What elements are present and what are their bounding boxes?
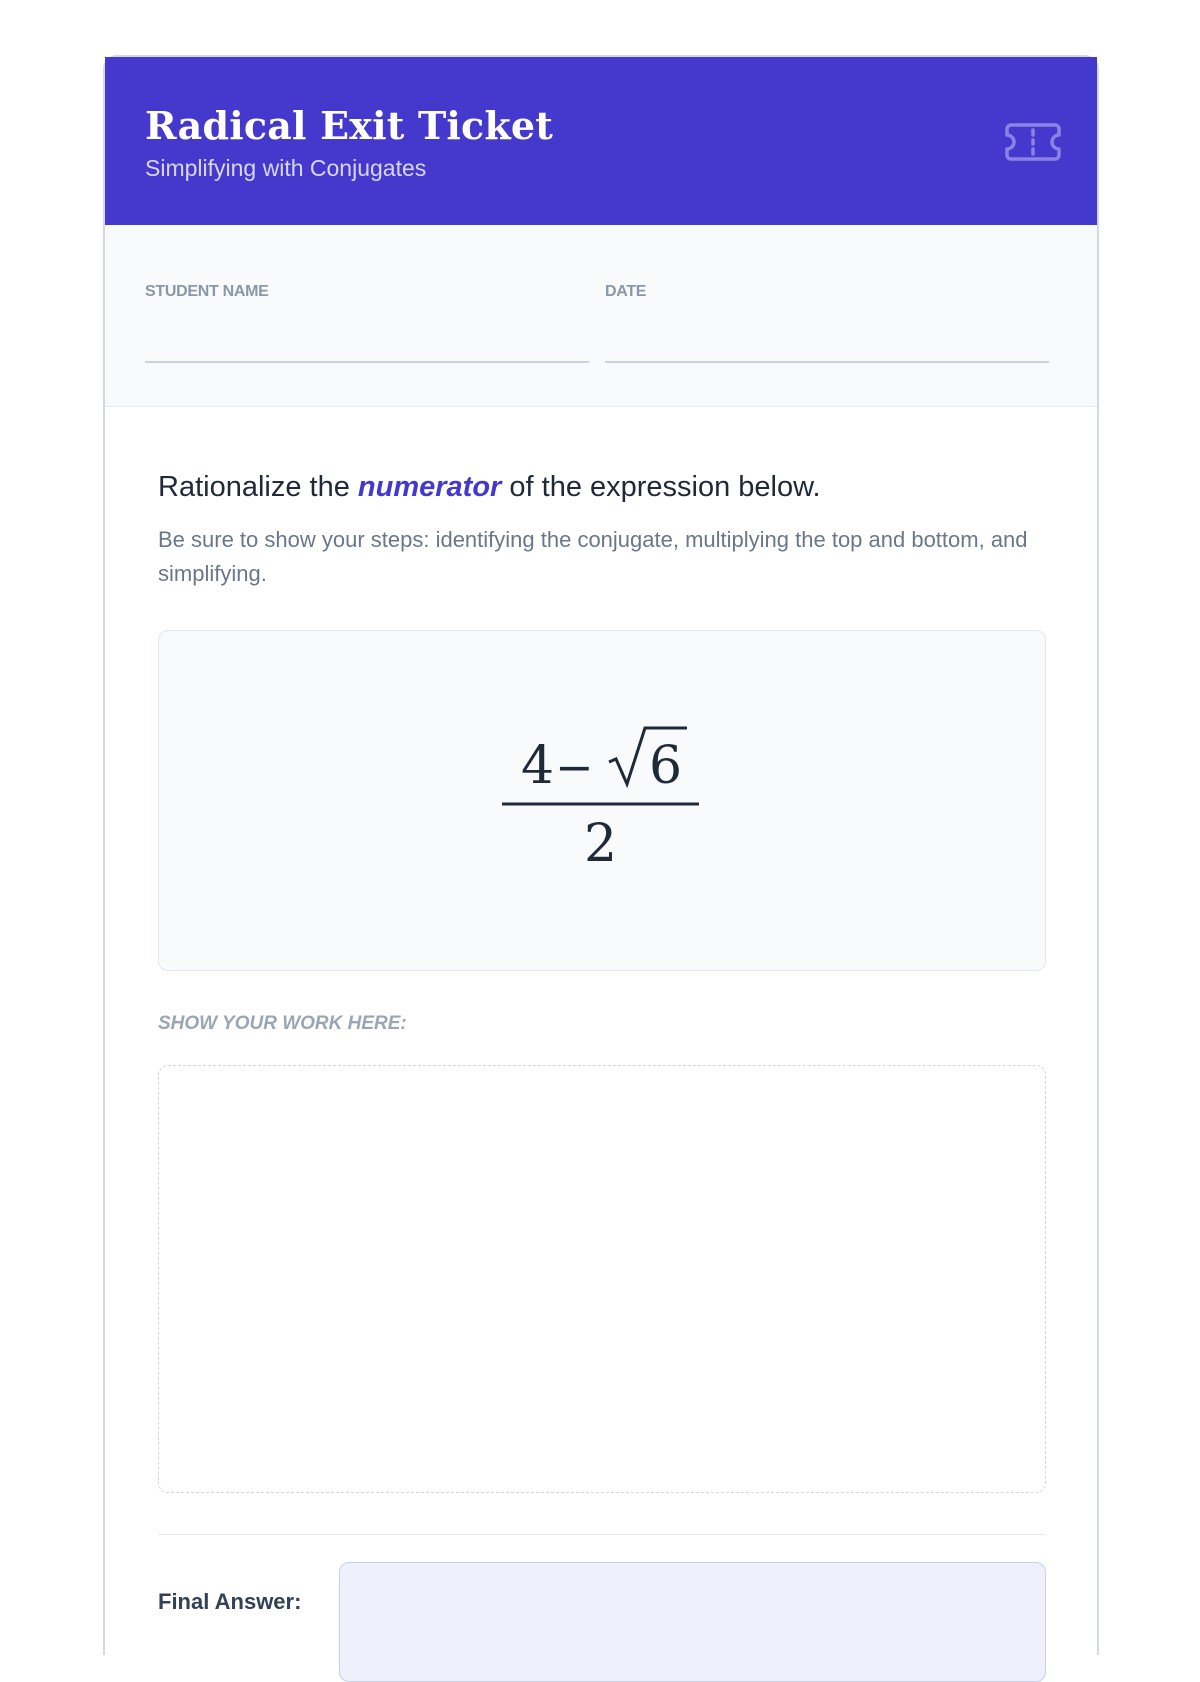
prompt-text-start: Rationalize the bbox=[158, 471, 350, 503]
ticket-header bbox=[105, 57, 1097, 225]
prompt-emphasis: numerator bbox=[357, 471, 502, 503]
question-prompt bbox=[158, 471, 821, 504]
date-line[interactable] bbox=[605, 361, 1049, 363]
expression-panel bbox=[158, 630, 1046, 971]
student-name-line[interactable] bbox=[145, 361, 589, 363]
final-answer-input[interactable] bbox=[339, 1562, 1046, 1682]
date-field[interactable] bbox=[605, 283, 1049, 301]
fraction-expression bbox=[499, 726, 709, 886]
minus-operator: − bbox=[555, 740, 594, 794]
section-divider bbox=[158, 1534, 1046, 1535]
exit-ticket-card bbox=[103, 55, 1099, 1655]
date-label: DATE bbox=[605, 283, 647, 300]
question-instructions: Be sure to show your steps: identifying the conjugate, multiplying the top and bottom, and simplifying. bbox=[158, 527, 1028, 586]
student-info-section bbox=[105, 225, 1097, 407]
work-area-label: SHOW YOUR WORK HERE: bbox=[158, 1013, 407, 1034]
student-name-label: STUDENT NAME bbox=[145, 283, 269, 300]
numerator-term: 4 bbox=[521, 736, 555, 796]
work-area[interactable] bbox=[158, 1065, 1046, 1493]
final-answer-label: Final Answer: bbox=[158, 1589, 302, 1614]
ticket-icon bbox=[1005, 121, 1061, 163]
page-subtitle: Simplifying with Conjugates bbox=[145, 155, 427, 181]
student-name-field[interactable] bbox=[145, 283, 589, 301]
radicand: 6 bbox=[649, 736, 683, 796]
denominator: 2 bbox=[584, 814, 618, 874]
page-title: Radical Exit Ticket bbox=[145, 103, 554, 148]
prompt-text-end: of the expression below. bbox=[509, 471, 821, 503]
